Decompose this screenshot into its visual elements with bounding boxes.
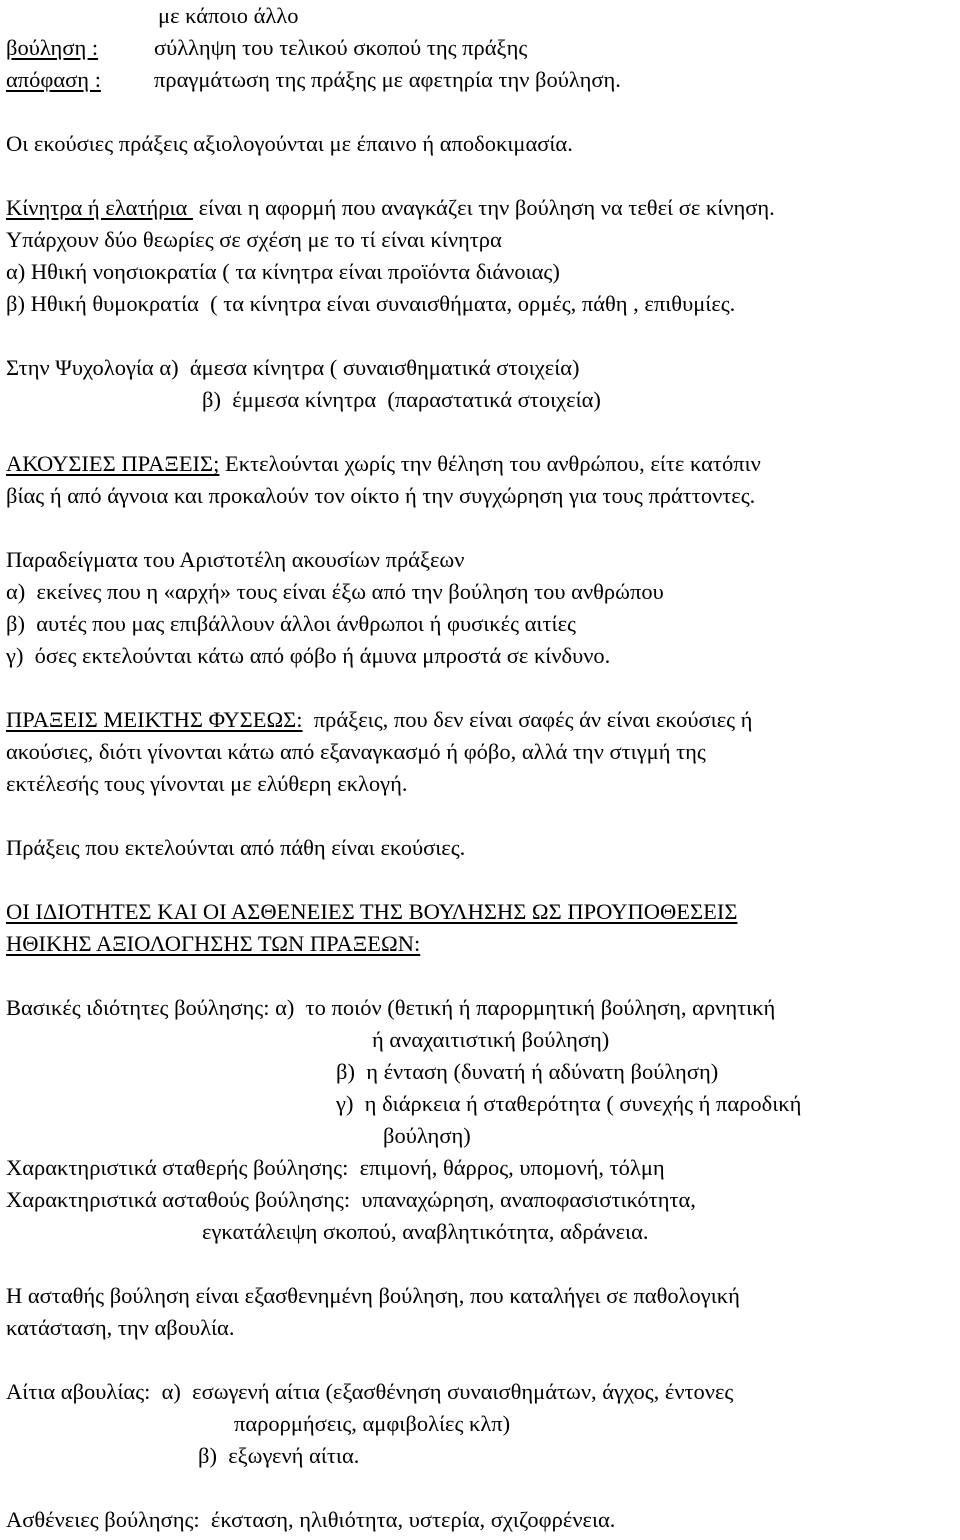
- intro-line-1: με κάποιο άλλο: [158, 3, 299, 28]
- motives-line-2: Υπάρχουν δύο θεωρίες σε σχέση με το τί είναι κίνητρα: [6, 227, 502, 252]
- term-decision: απόφαση :: [6, 67, 101, 92]
- term-motives: Κίνητρα ή ελατήρια: [6, 195, 193, 220]
- unstable-volition-traits-cont: εγκατάλειψη σκοπού, αναβλητικότητα, αδράνεια.: [202, 1219, 649, 1244]
- properties-line-5: βούληση): [383, 1123, 471, 1148]
- properties-line-1: Βασικές ιδιότητες βούλησης: α) το ποιόν (θετική ή παρορμητική βούληση, αρνητική: [6, 995, 776, 1020]
- examples-line-2: α) εκείνες που η «αρχή» τους είναι έξω από την βούληση του ανθρώπου: [6, 579, 664, 604]
- abulia-causes-line-2: παρορμήσεις, αμφιβολίες κλπ): [234, 1411, 511, 1436]
- properties-line-4: γ) η διάρκεια ή σταθερότητα ( συνεχής ή παροδική: [336, 1091, 802, 1116]
- unstable-volition-traits: Χαρακτηριστικά ασταθούς βούλησης: υπαναχώρηση, αναποφασιστικότητα,: [6, 1187, 696, 1212]
- abulia-causes-line-1: Αίτια αβουλίας: α) εσωγενή αίτια (εξασθένηση συναισθημάτων, άγχος, έντονες: [6, 1379, 734, 1404]
- term-mixed-acts: ΠΡΑΞΕΙΣ ΜΕΙΚΤΗΣ ΦΥΣΕΩΣ:: [6, 707, 303, 732]
- section-heading-line-1: ΟΙ ΙΔΙΟΤΗΤΕΣ ΚΑΙ ΟΙ ΑΣΘΕΝΕΙΕΣ ΤΗΣ ΒΟΥΛΗΣΗΣ ΩΣ ΠΡΟΥΠΟΘΕΣΕΙΣ: [6, 899, 738, 924]
- weak-volition-line-1: Η ασταθής βούληση είναι εξασθενημένη βούληση, που καταλήγει σε παθολογική: [6, 1283, 740, 1308]
- passions-sentence: Πράξεις που εκτελούνται από πάθη είναι εκούσιες.: [6, 835, 466, 860]
- section-heading-line-2: ΗΘΙΚΗΣ ΑΞΙΟΛΟΓΗΣΗΣ ΤΩΝ ΠΡΑΞΕΩΝ:: [6, 931, 421, 956]
- psychology-line-1: Στην Ψυχολογία α) άμεσα κίνητρα ( συναισθηματικά στοιχεία): [6, 355, 580, 380]
- examples-line-3: β) αυτές που μας επιβάλλουν άλλοι άνθρωποι ή φυσικές αιτίες: [6, 611, 576, 636]
- involuntary-line-1: [6, 449, 761, 479]
- mixed-line-2: ακούσιες, διότι γίνονται κάτω από εξαναγκασμό ή φόβο, αλλά την στιγμή της: [6, 739, 706, 764]
- involuntary-definition: Εκτελούνται χωρίς την θέληση του ανθρώπου, είτε κατόπιν: [219, 451, 761, 476]
- motives-line-3: α) Ηθική νοησιοκρατία ( τα κίνητρα είναι προϊόντα διάνοιας): [6, 259, 560, 284]
- motives-line-4: β) Ηθική θυμοκρατία ( τα κίνητρα είναι συναισθήματα, ορμές, πάθη , επιθυμίες.: [6, 291, 736, 316]
- properties-line-2: ή αναχαιτιστική βούληση): [372, 1027, 610, 1052]
- term-involuntary-acts: ΑΚΟΥΣΙΕΣ ΠΡΑΞΕΙΣ;: [6, 451, 220, 476]
- examples-line-4: γ) όσες εκτελούνται κάτω από φόβο ή άμυνα μπροστά σε κίνδυνο.: [6, 643, 611, 668]
- weak-volition-line-2: κατάσταση, την αβουλία.: [6, 1315, 235, 1340]
- motives-line-1: [6, 193, 775, 223]
- mixed-definition: πράξεις, που δεν είναι σαφές άν είναι εκούσιες ή: [302, 707, 753, 732]
- properties-line-3: β) η ένταση (δυνατή ή αδύνατη βούληση): [336, 1059, 719, 1084]
- volition-diseases: Ασθένειες βούλησης: έκσταση, ηλιθιότητα, υστερία, σχιζοφρένεια.: [6, 1507, 616, 1532]
- abulia-causes-line-3: β) εξωγενή αίτια.: [198, 1443, 360, 1468]
- mixed-line-3: εκτέλεσής τους γίνονται με ελύθερη εκλογή.: [6, 771, 408, 796]
- examples-line-1: Παραδείγματα του Αριστοτέλη ακουσίων πράξεων: [6, 547, 465, 572]
- term-volition: βούληση :: [6, 35, 99, 60]
- motives-definition: είναι η αφορμή που αναγκάζει την βούληση να τεθεί σε κίνηση.: [192, 195, 775, 220]
- mixed-line-1: [6, 705, 752, 735]
- psychology-line-2: β) έμμεσα κίνητρα (παραστατικά στοιχεία): [202, 387, 601, 412]
- evaluation-sentence: Οι εκούσιες πράξεις αξιολογούνται με έπαινο ή αποδοκιμασία.: [6, 131, 573, 156]
- stable-volition-traits: Χαρακτηριστικά σταθερής βούλησης: επιμονή, θάρρος, υπομονή, τόλμη: [6, 1155, 665, 1180]
- volition-definition: σύλληψη του τελικού σκοπού της πράξης: [154, 35, 528, 60]
- decision-definition: πραγμάτωση της πράξης με αφετηρία την βούληση.: [154, 67, 621, 92]
- involuntary-line-2: βίας ή από άγνοια και προκαλούν τον οίκτο ή την συγχώρηση για τους πράττοντες.: [6, 483, 756, 508]
